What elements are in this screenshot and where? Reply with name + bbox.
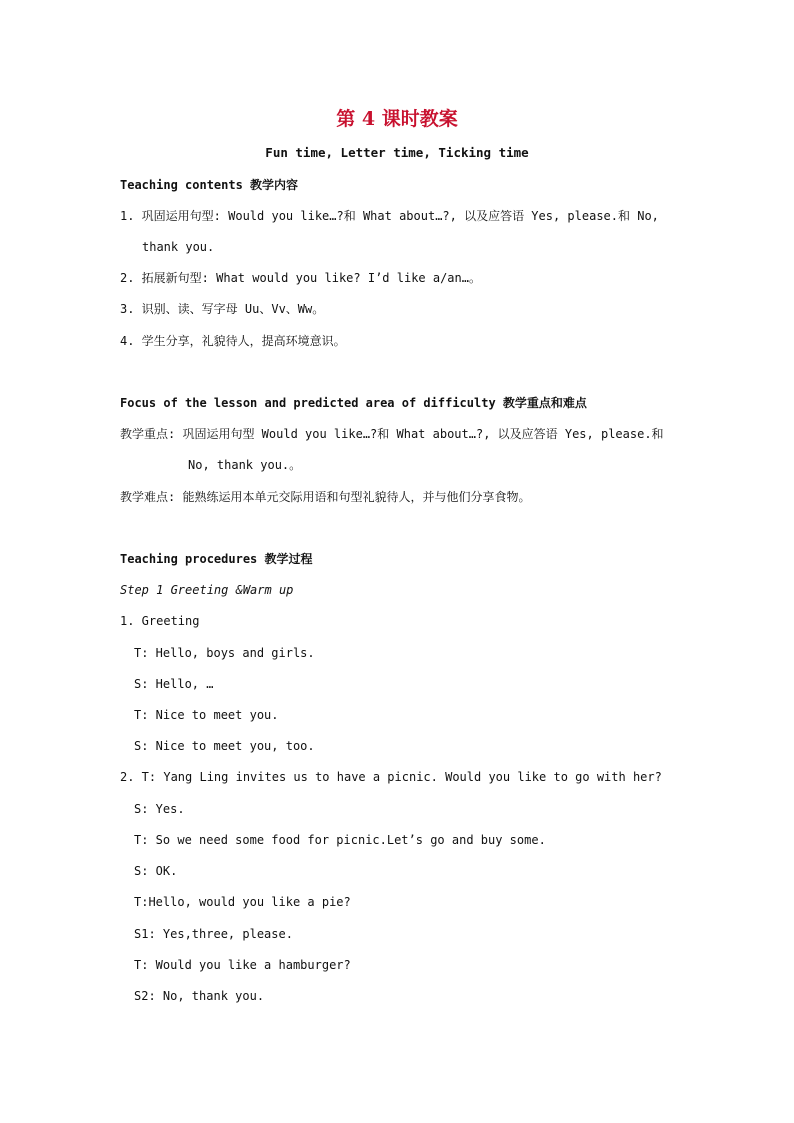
section-heading-contents: Teaching contents 教学内容 [120, 178, 299, 192]
procedure-line: T: Would you like a hamburger? [134, 958, 351, 972]
procedure-line: S: Hello, … [134, 677, 214, 691]
section-heading-procedures: Teaching procedures 教学过程 [120, 552, 313, 566]
step-1-heading: Step 1 Greeting &Warm up [120, 583, 294, 597]
page-subtitle: Fun time, Letter time, Ticking time [265, 145, 529, 160]
contents-item-2: 2. 拓展新句型: What would you like? I’d like a/an…。 [120, 271, 481, 285]
contents-item-4: 4. 学生分享，礼貌待人，提高环境意识。 [120, 334, 346, 348]
procedure-line: S: Yes. [134, 802, 185, 816]
section-heading-focus: Focus of the lesson and predicted area of difficulty 教学重点和难点 [120, 396, 587, 410]
contents-item-1: 1. 巩固运用句型: Would you like…?和 What about…?, 以及应答语 Yes, please.和 No, [120, 209, 659, 223]
focus-key-points: 教学重点: 巩固运用句型 Would you like…?和 What about…?, 以及应答语 Yes, please.和 [120, 427, 664, 441]
procedure-line: S1: Yes,three, please. [134, 927, 293, 941]
procedure-line: 2. T: Yang Ling invites us to have a picnic. Would you like to go with her? [120, 770, 662, 784]
procedure-line: S2: No, thank you. [134, 989, 265, 1003]
contents-item-3: 3. 识别、读、写字母 Uu、Vv、Ww。 [120, 302, 325, 316]
contents-item-1-cont: thank you. [142, 240, 215, 254]
procedure-line: T: Hello, boys and girls. [134, 646, 315, 660]
procedure-line: S: Nice to meet you, too. [134, 739, 315, 753]
procedure-line: T: So we need some food for picnic.Let’s go and buy some. [134, 833, 546, 847]
procedure-line: 1. Greeting [120, 614, 200, 628]
procedure-line: T:Hello, would you like a pie? [134, 895, 351, 909]
page-title: 第 4 课时教案 [336, 108, 458, 130]
procedure-line: T: Nice to meet you. [134, 708, 279, 722]
procedure-line: S: OK. [134, 864, 178, 878]
focus-key-points-cont: No, thank you.。 [188, 458, 302, 472]
focus-difficulty: 教学难点: 能熟练运用本单元交际用语和句型礼貌待人，并与他们分享食物。 [120, 490, 531, 504]
